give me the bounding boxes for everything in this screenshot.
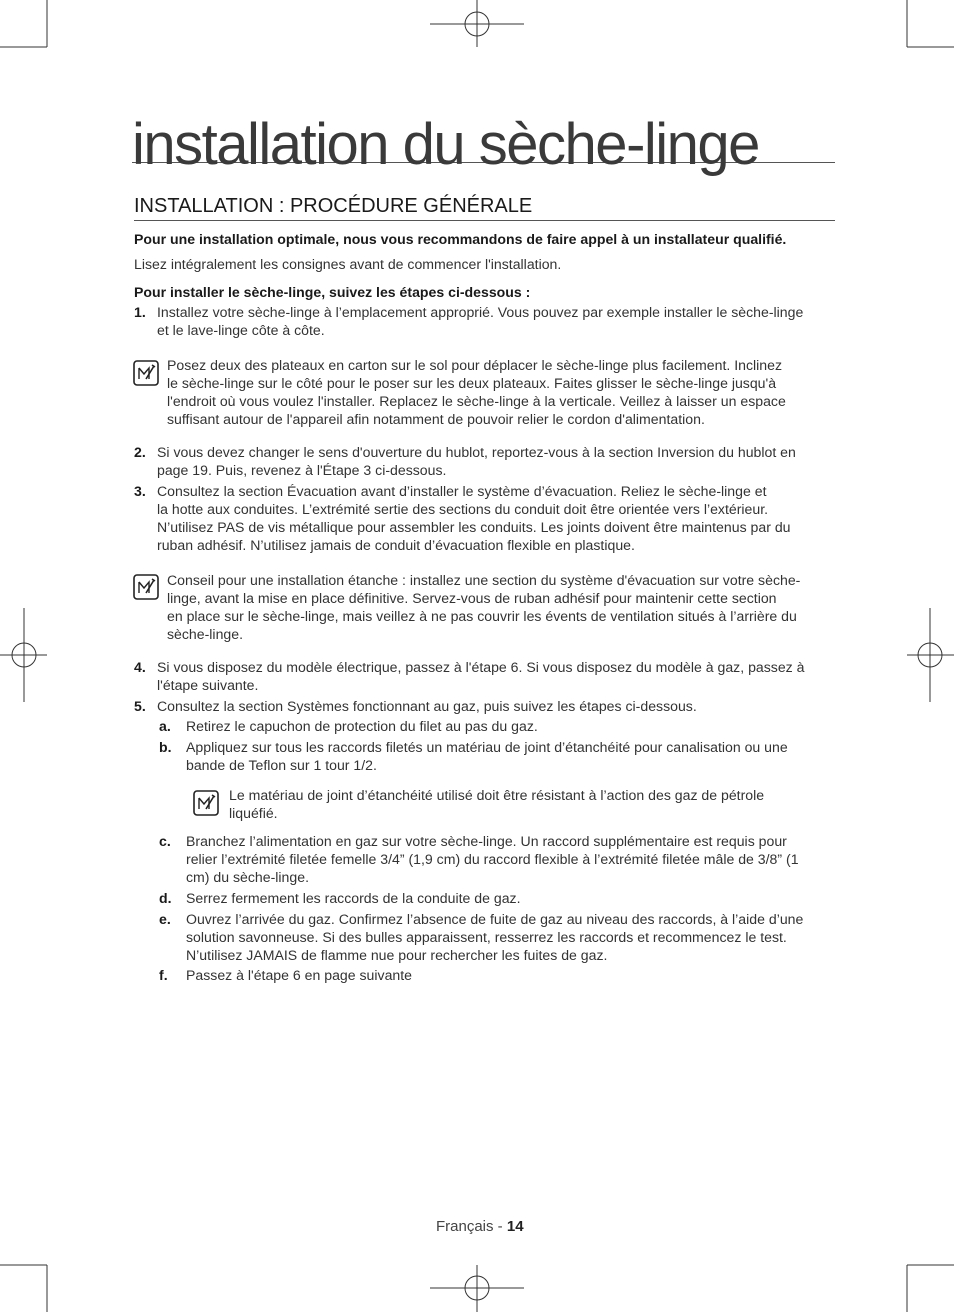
substep-line: Branchez l’alimentation en gaz sur votre sèche-linge. Un raccord supplémentaire est requis pour (186, 833, 787, 849)
note-line: l'endroit où vous voulez l'installer. Replacez le sèche-linge à la verticale. Veillez à laisser un espace (167, 393, 786, 409)
note-1 (167, 356, 835, 428)
step-line: N’utilisez PAS de vis métallique pour assembler les conduits. Les joints doivent être maintenus par du (157, 519, 791, 535)
step-line: l'étape suivante. (157, 677, 259, 693)
step-line: page 19. Puis, revenez à l'Étape 3 ci-dessous. (157, 462, 447, 478)
substep-line: relier l’extrémité filetée femelle 3/4” (1,9 cm) du raccord flexible à l’extrémité filetée mâle de 3/8” (1 (186, 851, 799, 867)
section-title: INSTALLATION : PROCÉDURE GÉNÉRALE (134, 195, 835, 221)
note-pencil-icon (133, 574, 159, 600)
step-line: Si vous disposez du modèle électrique, passez à l'étape 6. Si vous disposez du modèle à gaz, passez à (157, 659, 805, 675)
substep-line: Serrez fermement les raccords de la conduite de gaz. (186, 890, 521, 906)
intro-bold: Pour une installation optimale, nous vous recommandons de faire appel à un installateur qualifié. (134, 231, 787, 247)
footer-language: Français - (436, 1218, 507, 1235)
substep-text (186, 966, 832, 984)
substep-text (186, 889, 832, 907)
substep-line: cm) du sèche-linge. (186, 869, 309, 885)
intro-text: Lisez intégralement les consignes avant de commencer l'installation. (134, 256, 562, 272)
page-title: installation du sèche-linge (132, 108, 835, 163)
substep-line: Passez à l'étape 6 en page suivante (186, 967, 413, 983)
note-line: en place sur le sèche-linge, mais veillez à ne pas couvrir les évents de ventilation situés à l’arrière du (167, 608, 797, 624)
substep-line: bande de Teflon sur 1 tour 1/2. (186, 757, 377, 773)
step-line: Consultez la section Évacuation avant d’installer le système d’évacuation. Reliez le sèche-linge et (157, 483, 767, 499)
substep-letter: d. (159, 890, 172, 906)
substep-line: Retirez le capuchon de protection du filet au pas du gaz. (186, 718, 538, 734)
note-line: liquéfié. (229, 805, 278, 821)
page-footer (436, 1218, 524, 1235)
note-3 (229, 786, 829, 822)
step-number: 3. (134, 483, 146, 499)
step-line: Installez votre sèche-linge à l’emplacement approprié. Vous pouvez par exemple installer le sèche-linge (157, 304, 804, 320)
substep-letter: c. (159, 833, 171, 849)
substep-letter: f. (159, 967, 168, 983)
substep-text (186, 910, 832, 964)
steps-heading: Pour installer le sèche-linge, suivez les étapes ci-dessous : (134, 284, 531, 300)
note-2 (167, 571, 835, 643)
page-number: 14 (506, 1218, 524, 1235)
note-line: le sèche-linge sur le côté pour le poser sur les deux plateaux. Faites glisser le sèche-linge jusqu'à (167, 375, 777, 391)
substep-text (186, 717, 832, 735)
substep-letter: a. (159, 718, 171, 734)
substep-text (186, 832, 832, 886)
step-line: la hotte aux conduites. L’extrémité sertie des sections du conduit doit être orientée vers l’extérieur. (157, 501, 769, 517)
step-number: 4. (134, 659, 146, 675)
note-line: Le matériau de joint d’étanchéité utilisé doit être résistant à l’action des gaz de pétrole (229, 787, 765, 803)
step-number: 5. (134, 698, 146, 714)
step-number: 1. (134, 304, 146, 320)
substep-line: Appliquez sur tous les raccords filetés un matériau de joint d’étanchéité pour canalisation ou une (186, 739, 788, 755)
step-line: ruban adhésif. N’utilisez jamais de conduit d’évacuation flexible en plastique. (157, 537, 635, 553)
note-line: sèche-linge. (167, 626, 243, 642)
substep-letter: e. (159, 911, 171, 927)
note-line: Posez deux des plateaux en carton sur le sol pour déplacer le sèche-linge plus facilement. Inclinez (167, 357, 782, 373)
step-text (157, 443, 835, 479)
step-line: Consultez la section Systèmes fonctionnant au gaz, puis suivez les étapes ci-dessous. (157, 698, 697, 714)
step-text (157, 482, 835, 554)
substep-line: Ouvrez l’arrivée du gaz. Confirmez l’absence de fuite de gaz au niveau des raccords, à l’aide d’une (186, 911, 804, 927)
substep-line: solution savonneuse. Si des bulles apparaissent, resserrez les raccords et recommencez le test. (186, 929, 787, 945)
step-line: Si vous devez changer le sens d'ouverture du hublot, reportez-vous à la section Inversion du hublot en (157, 444, 796, 460)
step-text (157, 658, 835, 694)
step-line: et le lave-linge côte à côte. (157, 322, 325, 338)
note-pencil-icon (133, 360, 159, 386)
substep-text (186, 738, 832, 774)
substep-letter: b. (159, 739, 172, 755)
note-line: Conseil pour une installation étanche : installez une section du système d'évacuation sur votre sèche- (167, 572, 801, 588)
note-line: linge, avant la mise en place définitive. Servez-vous de ruban adhésif pour maintenir cette section (167, 590, 777, 606)
substep-line: N’utilisez JAMAIS de flamme nue pour rechercher les fuites de gaz. (186, 947, 608, 963)
note-line: suffisant autour de l'appareil afin notamment de pouvoir relier le cordon d'alimentation. (167, 411, 705, 427)
note-pencil-icon (193, 790, 219, 816)
step-text (157, 303, 835, 339)
step-number: 2. (134, 444, 146, 460)
step-text (157, 697, 835, 715)
